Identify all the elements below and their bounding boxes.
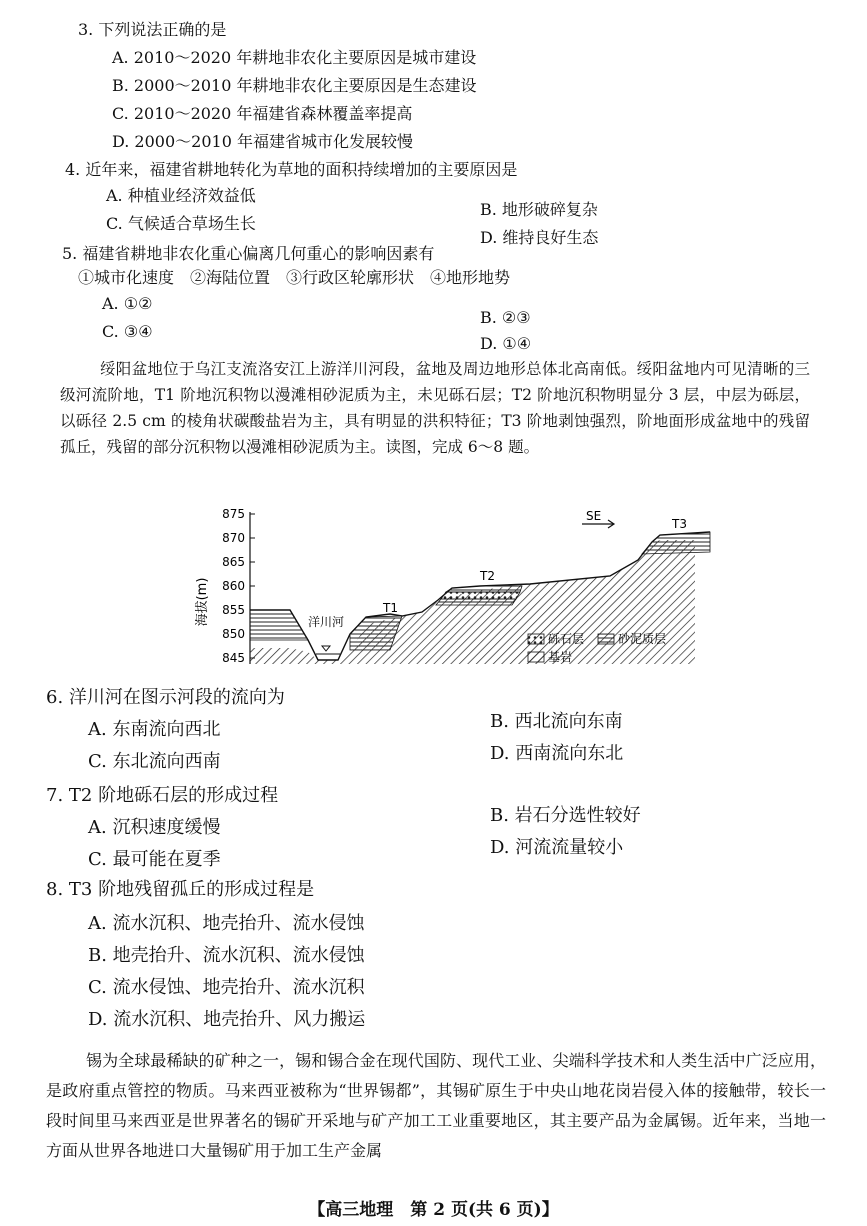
q3-option-c[interactable]: C. 2010～2020 年福建省森林覆盖率提高 [112,104,413,123]
t2-sediment-top [446,586,522,592]
legend-gravel: 砾石层 [548,632,585,646]
t2-sediment-bottom [436,599,516,605]
q4-option-b[interactable]: B. 地形破碎复杂 [480,200,598,219]
terrace-profile-figure [190,500,730,680]
q8-stem: 8. T3 阶地残留孤丘的形成过程是 [46,879,315,900]
y-tick-label: 855 [222,603,245,617]
legend-sand-mud: 砂泥质层 [618,632,667,646]
q5-option-c[interactable]: C. ③④ [102,322,153,341]
terrace-label-t1: T1 [383,601,398,615]
q4-option-d[interactable]: D. 维持良好生态 [480,228,599,247]
q4-option-c[interactable]: C. 气候适合草场生长 [106,214,256,233]
q6-option-a[interactable]: A. 东南流向西北 [88,719,221,740]
q7-option-b[interactable]: B. 岩石分选性较好 [490,805,641,826]
q7-option-a[interactable]: A. 沉积速度缓慢 [88,817,221,838]
q3-stem: 3. 下列说法正确的是 [78,20,227,39]
y-axis-label: 海拔(m) [195,577,210,627]
river-marker [322,646,330,651]
y-tick-label: 865 [222,555,245,569]
passage-malaysia-tin: 锡为全球最稀缺的矿种之一，锡和锡合金在现代国防、现代工业、尖端科学技术和人类生活中广泛应用，是政府重点管控的物质。马来西亚被称为“世界锡都”，其锡矿原生于中央山地花岗岩侵入体的接触带，较长一段时间里马来西亚是世界著名的锡矿开采地与矿产加工工业重要地区，其主要产品为金属锡。近年来，当地一方面从世界各地进口大量锡矿用于加工生产金属 [46,1051,826,1160]
y-tick-label: 850 [222,627,245,641]
passage-suiyang-basin: 绥阳盆地位于乌江支流洛安江上游洋川河段，盆地及周边地形总体北高南低。绥阳盆地内可见清晰的三级河流阶地，T1 阶地沉积物以漫滩相砂泥质为主，未见砾石层；T2 阶地沉积物明显分 3 层，中层为砾层，以砾径 2.5 cm 的棱角状碳酸盐岩为主，具有明显的洪积特征；T3 阶地剥蚀强烈，阶地面形成盆地中的残留孤丘，残留的部分沉积物以漫滩相砂泥质为主。读图，完成 6～8 题。 [60,360,810,456]
direction-label: SE [586,509,602,523]
q5-option-a[interactable]: A. ①② [102,294,153,313]
terrace-label-t2: T2 [480,569,495,583]
q5-factors: ①城市化速度 ②海陆位置 ③行政区轮廓形状 ④地形地势 [78,268,511,287]
q8-option-a[interactable]: A. 流水沉积、地壳抬升、流水侵蚀 [88,913,365,934]
q3-option-b[interactable]: B. 2000～2010 年耕地非农化主要原因是生态建设 [112,76,477,95]
q6-option-d[interactable]: D. 西南流向东北 [490,743,624,764]
river-label: 洋川河 [308,615,345,629]
y-tick-label: 860 [222,579,245,593]
q6-option-c[interactable]: C. 东北流向西南 [88,751,221,772]
q3-option-a[interactable]: A. 2010～2020 年耕地非农化主要原因是城市建设 [112,48,477,67]
q7-option-d[interactable]: D. 河流流量较小 [490,837,624,858]
t2-gravel-layer [441,592,520,599]
q8-option-d[interactable]: D. 流水沉积、地壳抬升、风力搬运 [88,1009,366,1030]
q5-option-b[interactable]: B. ②③ [480,308,531,327]
q6-option-b[interactable]: B. 西北流向东南 [490,711,623,732]
q5-option-d[interactable]: D. ①④ [480,334,532,353]
q7-option-c[interactable]: C. 最可能在夏季 [88,849,221,870]
y-tick-label: 845 [222,651,245,665]
q4-stem: 4. 近年来，福建省耕地转化为草地的面积持续增加的主要原因是 [65,160,518,179]
q4-option-a[interactable]: A. 种植业经济效益低 [106,186,256,205]
t3-sediment [642,532,710,554]
left-bank-sediment [250,610,308,640]
q6-stem: 6. 洋川河在图示河段的流向为 [46,687,285,708]
terrace-label-t3: T3 [672,517,687,531]
q8-option-c[interactable]: C. 流水侵蚀、地壳抬升、流水沉积 [88,977,365,998]
page-footer: 【高三地理 第 2 页(共 6 页)】 [308,1200,559,1220]
y-tick-label: 875 [222,507,245,521]
legend-bedrock: 基岩 [548,650,573,664]
q7-stem: 7. T2 阶地砾石层的形成过程 [46,785,279,806]
q5-stem: 5. 福建省耕地非农化重心偏离几何重心的影响因素有 [62,244,435,263]
y-tick-label: 870 [222,531,245,545]
q3-option-d[interactable]: D. 2000～2010 年福建省城市化发展较慢 [112,132,413,151]
q8-option-b[interactable]: B. 地壳抬升、流水沉积、流水侵蚀 [88,945,365,966]
